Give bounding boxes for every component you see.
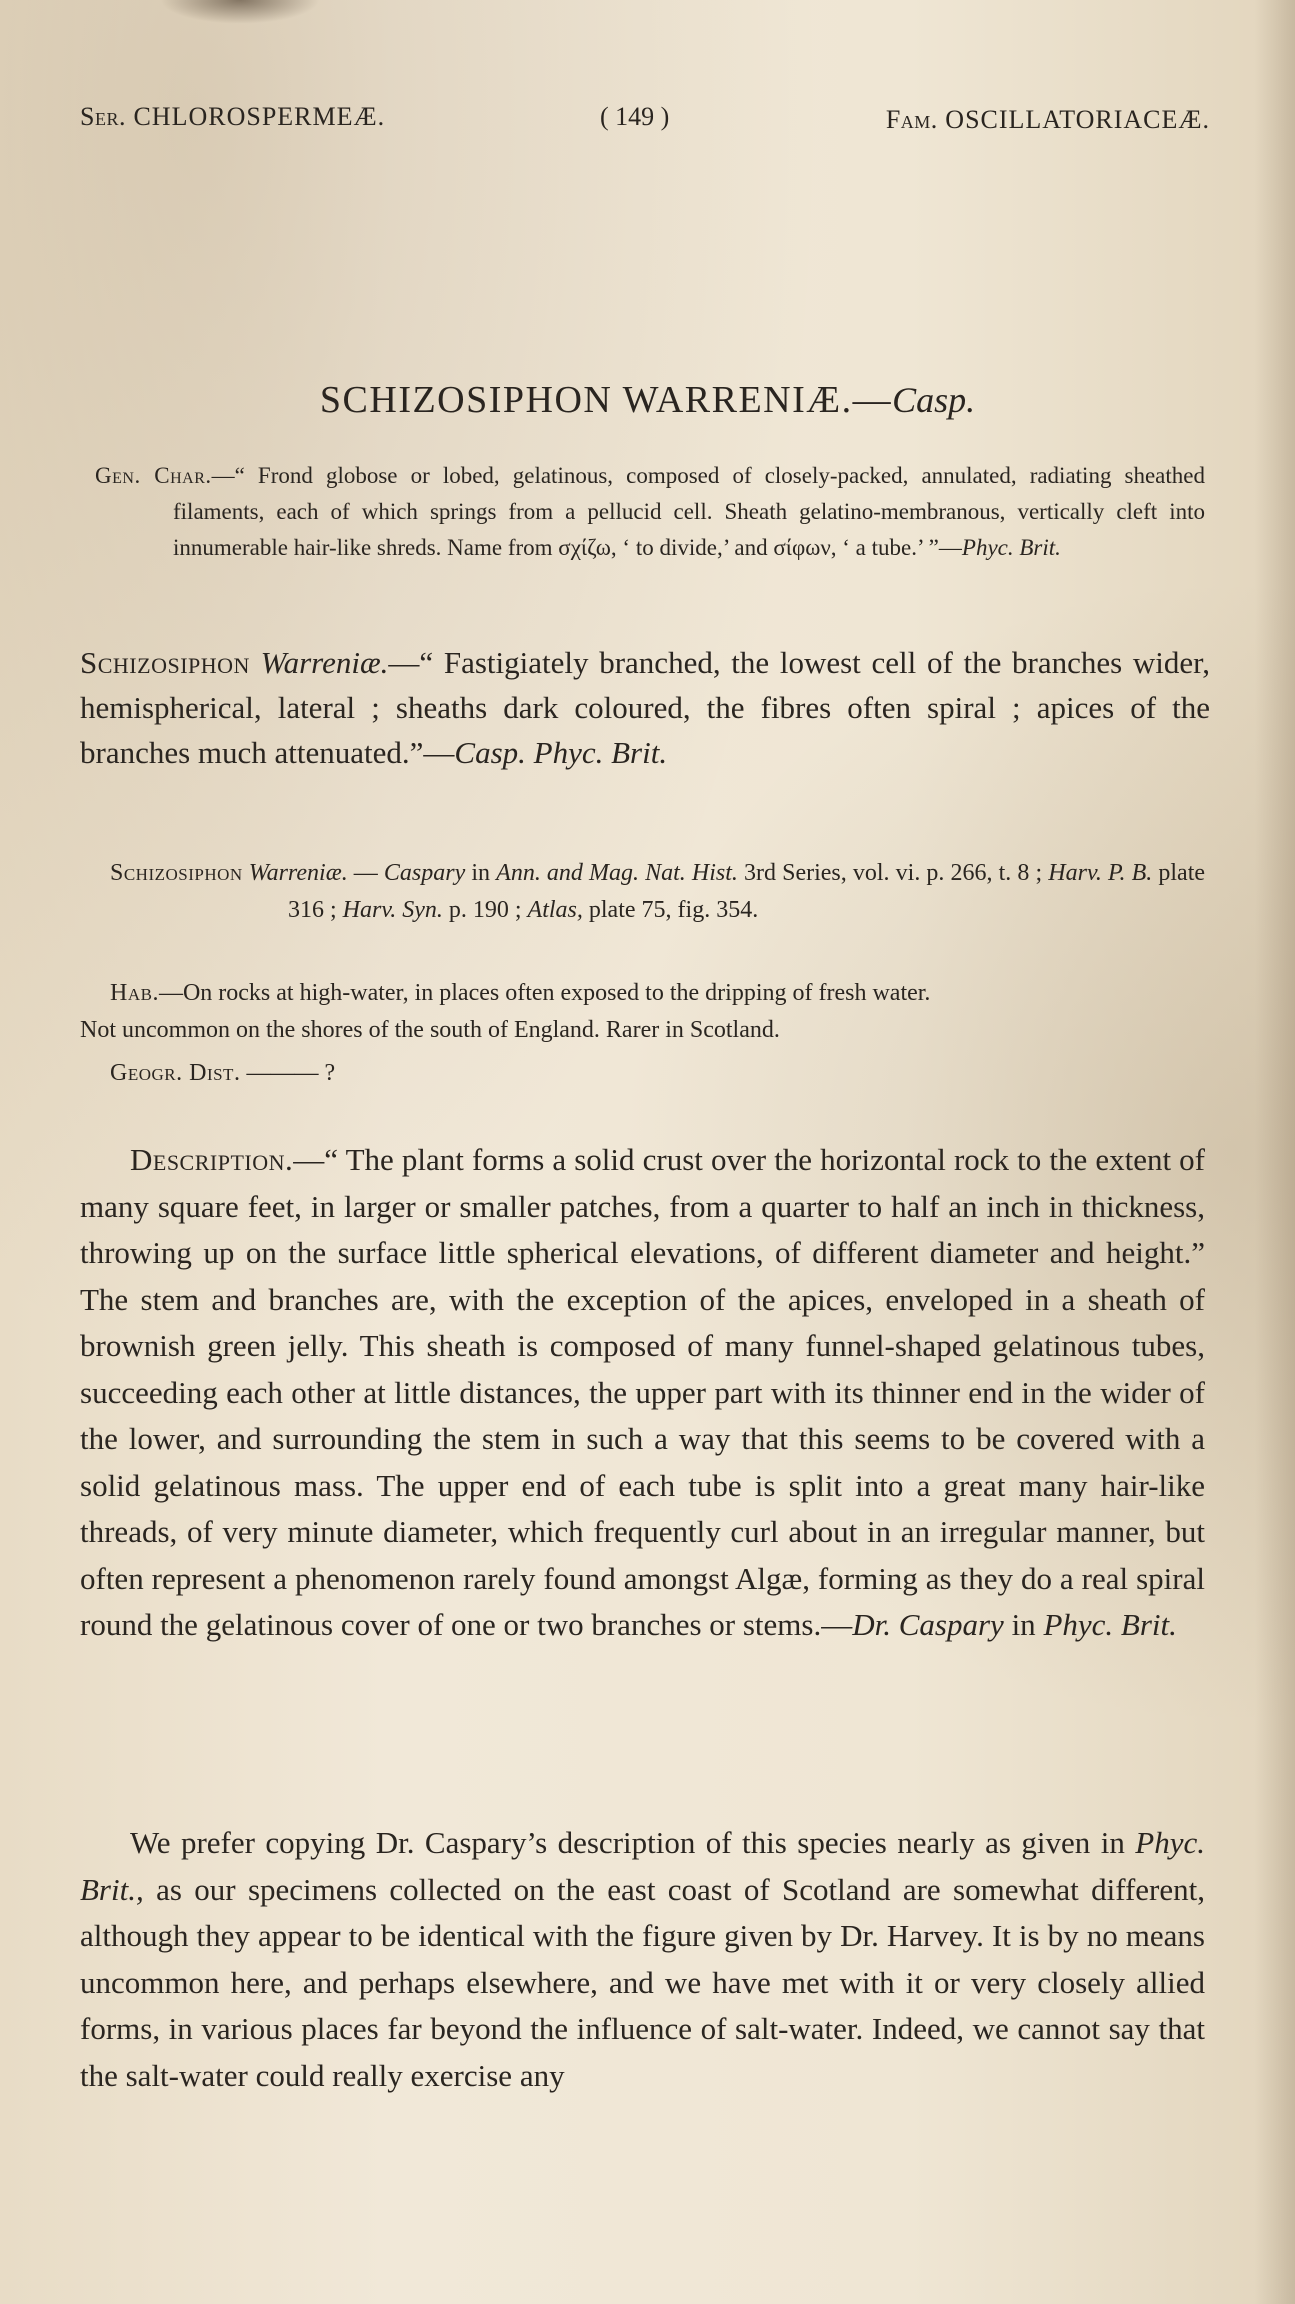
description-source-author: Dr. Caspary	[852, 1607, 1004, 1642]
synonymy-genus: Schizosiphon	[110, 860, 243, 886]
species-epithet: Warreniæ.	[260, 645, 389, 680]
header-series-name: CHLOROSPERMEÆ.	[133, 102, 386, 131]
header-series	[80, 102, 385, 132]
synonymy-ref-4-detail: plate 75, fig. 354.	[582, 897, 759, 923]
species-genus: Schizosiphon	[80, 645, 250, 680]
commentary-text-1: We prefer copying Dr. Caspary’s description of this species nearly as given in	[130, 1825, 1136, 1860]
generic-character-source: Phyc. Brit.	[961, 535, 1061, 560]
habitat-line-1	[80, 975, 1210, 1012]
header-family-name: OSCILLATORIACEÆ.	[945, 105, 1210, 134]
habitat-label: Hab.	[110, 980, 159, 1006]
geogr-value: ——— ?	[240, 1060, 336, 1086]
generic-character-label: Gen. Char.	[95, 463, 212, 488]
header-series-prefix: Ser.	[80, 102, 126, 131]
description	[80, 1137, 1205, 1649]
commentary-work: Phyc. Brit.,	[80, 1825, 1205, 1907]
commentary	[80, 1820, 1205, 2099]
title-name: SCHIZOSIPHON WARRENIÆ.—	[319, 379, 893, 421]
synonymy-ref-2: Harv. P. B.	[1048, 860, 1153, 886]
synonymy-epithet: Warreniæ.	[248, 860, 348, 886]
synonymy-ref-1: Ann. and Mag. Nat. Hist.	[496, 860, 738, 886]
habitat	[80, 975, 1210, 1049]
description-label: Description.	[130, 1142, 294, 1177]
page-shadow	[160, 0, 320, 24]
page-number: ( 149 )	[600, 102, 670, 131]
description-paragraph	[80, 1137, 1205, 1649]
habitat-line-2: Not uncommon on the shores of the south of England. Rarer in Scotland.	[80, 1017, 780, 1043]
commentary-text-2: as our specimens collected on the east coast of Scotland are somewhat different, although they appear to be identical with the figure given by Dr. Harvey. It is by no means uncommon here, and perhaps elsewhere, and we have met with it or very closely allied forms, in various places far beyond the influence of salt-water. Indeed, we cannot say that the salt-water could really exercise any	[80, 1871, 1205, 2093]
geogr-label: Geogr. Dist.	[110, 1060, 241, 1086]
commentary-paragraph	[80, 1820, 1205, 2099]
page-edge	[1255, 0, 1295, 2304]
geographic-distribution	[110, 1060, 710, 1087]
description-source-work: Phyc. Brit.	[1043, 1607, 1177, 1642]
synonymy-author: Caspary	[383, 860, 466, 886]
synonymy-ref-2-detail: plate 316 ;	[288, 860, 1206, 923]
header-family-prefix: Fam.	[885, 105, 938, 134]
running-header	[80, 102, 1210, 142]
title-authority: Casp.	[892, 380, 976, 420]
synonymy-in: in	[465, 860, 497, 886]
synonymy-ref-3: Harv. Syn.	[342, 897, 443, 923]
synonymy	[110, 855, 1205, 929]
synonymy-ref-4: Atlas,	[527, 897, 583, 923]
habitat-text-1: —On rocks at high-water, in places often exposed to the dripping of fresh water.	[158, 980, 931, 1006]
generic-character-body	[95, 458, 1205, 566]
species-text: —“ Fastigiately branched, the lowest cell of the branches wider, hemispherical, lateral ; sheaths dark coloured, the fibres often spiral ; apices of the branches much attenuated.”—	[80, 645, 1211, 770]
species-source: Casp. Phyc. Brit.	[454, 735, 668, 770]
page-title	[0, 378, 1295, 422]
species-diagnosis	[80, 640, 1210, 775]
synonymy-ref-1-detail: 3rd Series, vol. vi. p. 266, t. 8 ;	[737, 860, 1049, 886]
description-source-in: in	[1003, 1607, 1044, 1642]
header-family	[886, 105, 1210, 135]
generic-character-text: —“ Frond globose or lobed, gelatinous, composed of closely-packed, annulated, radiating sheathed filaments, each of which springs from a pellucid cell. Sheath gelatino-membranous, vertically cleft into innumerable hair-like shreds. Name from σχίζω, ‘ to divide,’ and σίφων, ‘ a tube.’ ”—	[173, 463, 1205, 560]
generic-character	[95, 458, 1205, 566]
synonymy-dash: —	[347, 860, 384, 886]
synonymy-ref-3-detail: p. 190 ;	[442, 897, 528, 923]
description-text: —“ The plant forms a solid crust over the horizontal rock to the extent of many square feet, in larger or smaller patches, from a quarter to half an inch in thickness, throwing up on the surface little spherical elevations, of different diameter and height.” The stem and branches are, with the exception of the apices, enveloped in a sheath of brownish green jelly. This sheath is composed of many funnel-shaped gelatinous tubes, succeeding each other at little distances, the upper part with its thinner end in the wider of the lower, and surrounding the stem in such a way that this seems to be covered with a solid gelatinous mass. The upper end of each tube is split into a great many hair-like threads, of very minute diameter, which frequently curl about in an irregular manner, but often represent a phenomenon rarely found amongst Algæ, forming as they do a real spiral round the gelatinous cover of one or two branches or stems.—	[80, 1142, 1205, 1642]
